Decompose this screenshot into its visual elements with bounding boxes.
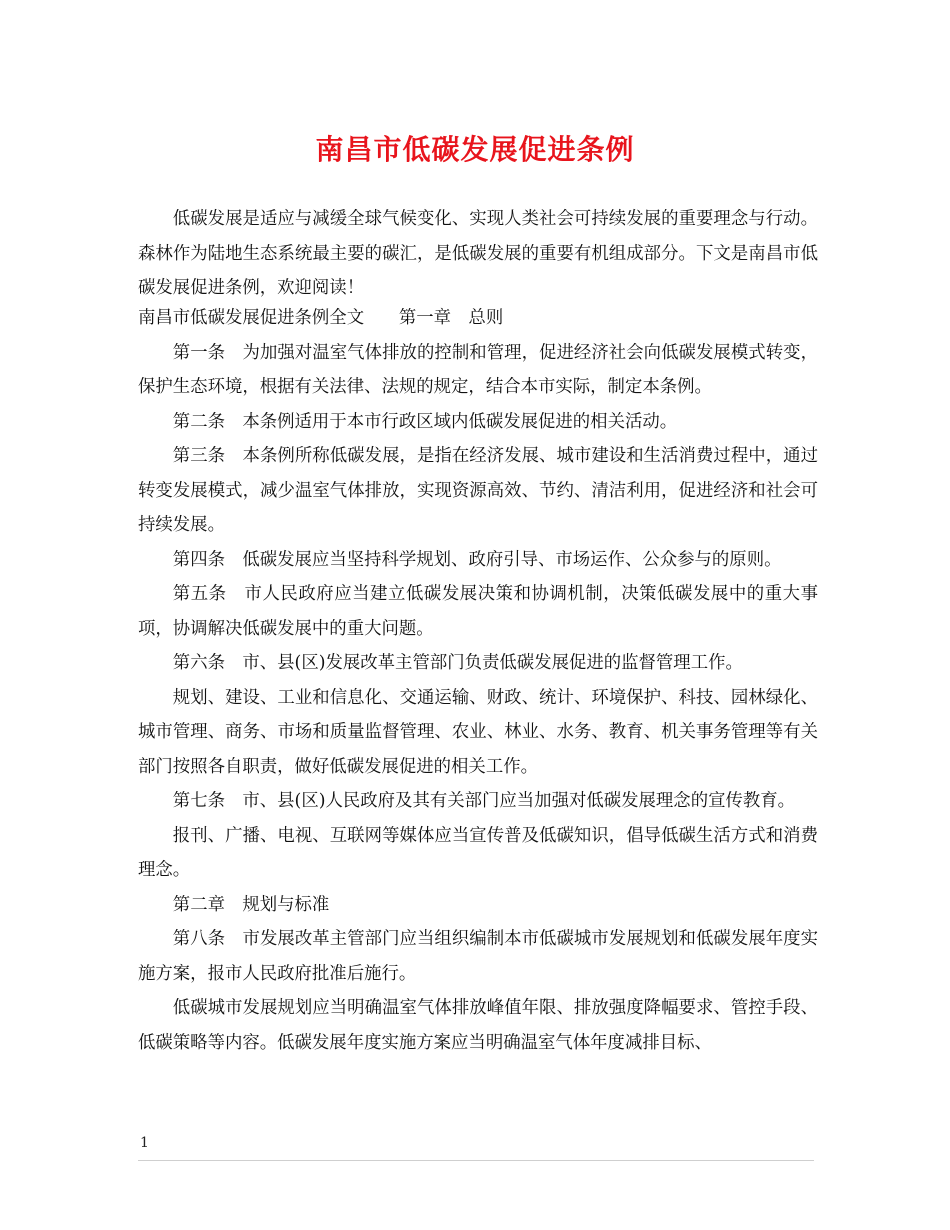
article-7: 第七条 市、县(区)人民政府及其有关部门应当加强对低碳发展理念的宣传教育。 xyxy=(172,791,796,811)
chapter-2-heading: 第二章 规划与标准 xyxy=(172,894,330,915)
article-6: 第六条 市、县(区)发展改革主管部门负责低碳发展促进的监督管理工作。 xyxy=(172,653,743,673)
article-2: 第二条 本条例适用于本市行政区域内低碳发展促进的相关活动。 xyxy=(172,411,678,432)
article-7-paragraph-2: 报刊、广播、电视、互联网等媒体应当宣传普及低碳知识，倡导低碳生活方式和消费理念。 xyxy=(138,825,818,880)
article-8: 第八条 市发展改革主管部门应当组织编制本市低碳城市发展规划和低碳发展年度实施方案，报市人民政府批准后施行。 xyxy=(138,929,818,984)
footer-divider xyxy=(138,1160,814,1161)
article-6-paragraph-2: 规划、建设、工业和信息化、交通运输、财政、统计、环境保护、科技、园林绿化、城市管理、商务、市场和质量监督管理、农业、林业、水务、教育、机关事务管理等有关部门按照各自职责，做好低碳发展促进的相关工作。 xyxy=(138,687,818,777)
document-title: 南昌市低碳发展促进条例 xyxy=(315,133,635,166)
article-4: 第四条 低碳发展应当坚持科学规划、政府引导、市场运作、公众参与的原则。 xyxy=(172,549,782,570)
article-5: 第五条 市人民政府应当建立低碳发展决策和协调机制，决策低碳发展中的重大事项，协调解决低碳发展中的重大问题。 xyxy=(138,584,818,639)
article-1: 第一条 为加强对温室气体排放的控制和管理，促进经济社会向低碳发展模式转变，保护生态环境，根据有关法律、法规的规定，结合本市实际，制定本条例。 xyxy=(138,342,818,397)
chapter-heading-line: 南昌市低碳发展促进条例全文 第一章 总则 xyxy=(138,307,504,328)
article-8-paragraph-2: 低碳城市发展规划应当明确温室气体排放峰值年限、排放强度降幅要求、管控手段、低碳策略等内容。低碳发展年度实施方案应当明确温室气体年度减排目标、 xyxy=(138,998,818,1053)
page-number: 1 xyxy=(140,1135,149,1151)
intro-paragraph: 低碳发展是适应与减缓全球气候变化、实现人类社会可持续发展的重要理念与行动。森林作为陆地生态系统最主要的碳汇，是低碳发展的重要有机组成部分。下文是南昌市低碳发展促进条例，欢迎阅读！ xyxy=(138,209,818,298)
document-body xyxy=(138,202,818,1060)
article-3: 第三条 本条例所称低碳发展，是指在经济发展、城市建设和生活消费过程中，通过转变发展模式，减少温室气体排放，实现资源高效、节约、清洁利用，促进经济和社会可持续发展。 xyxy=(138,446,818,535)
